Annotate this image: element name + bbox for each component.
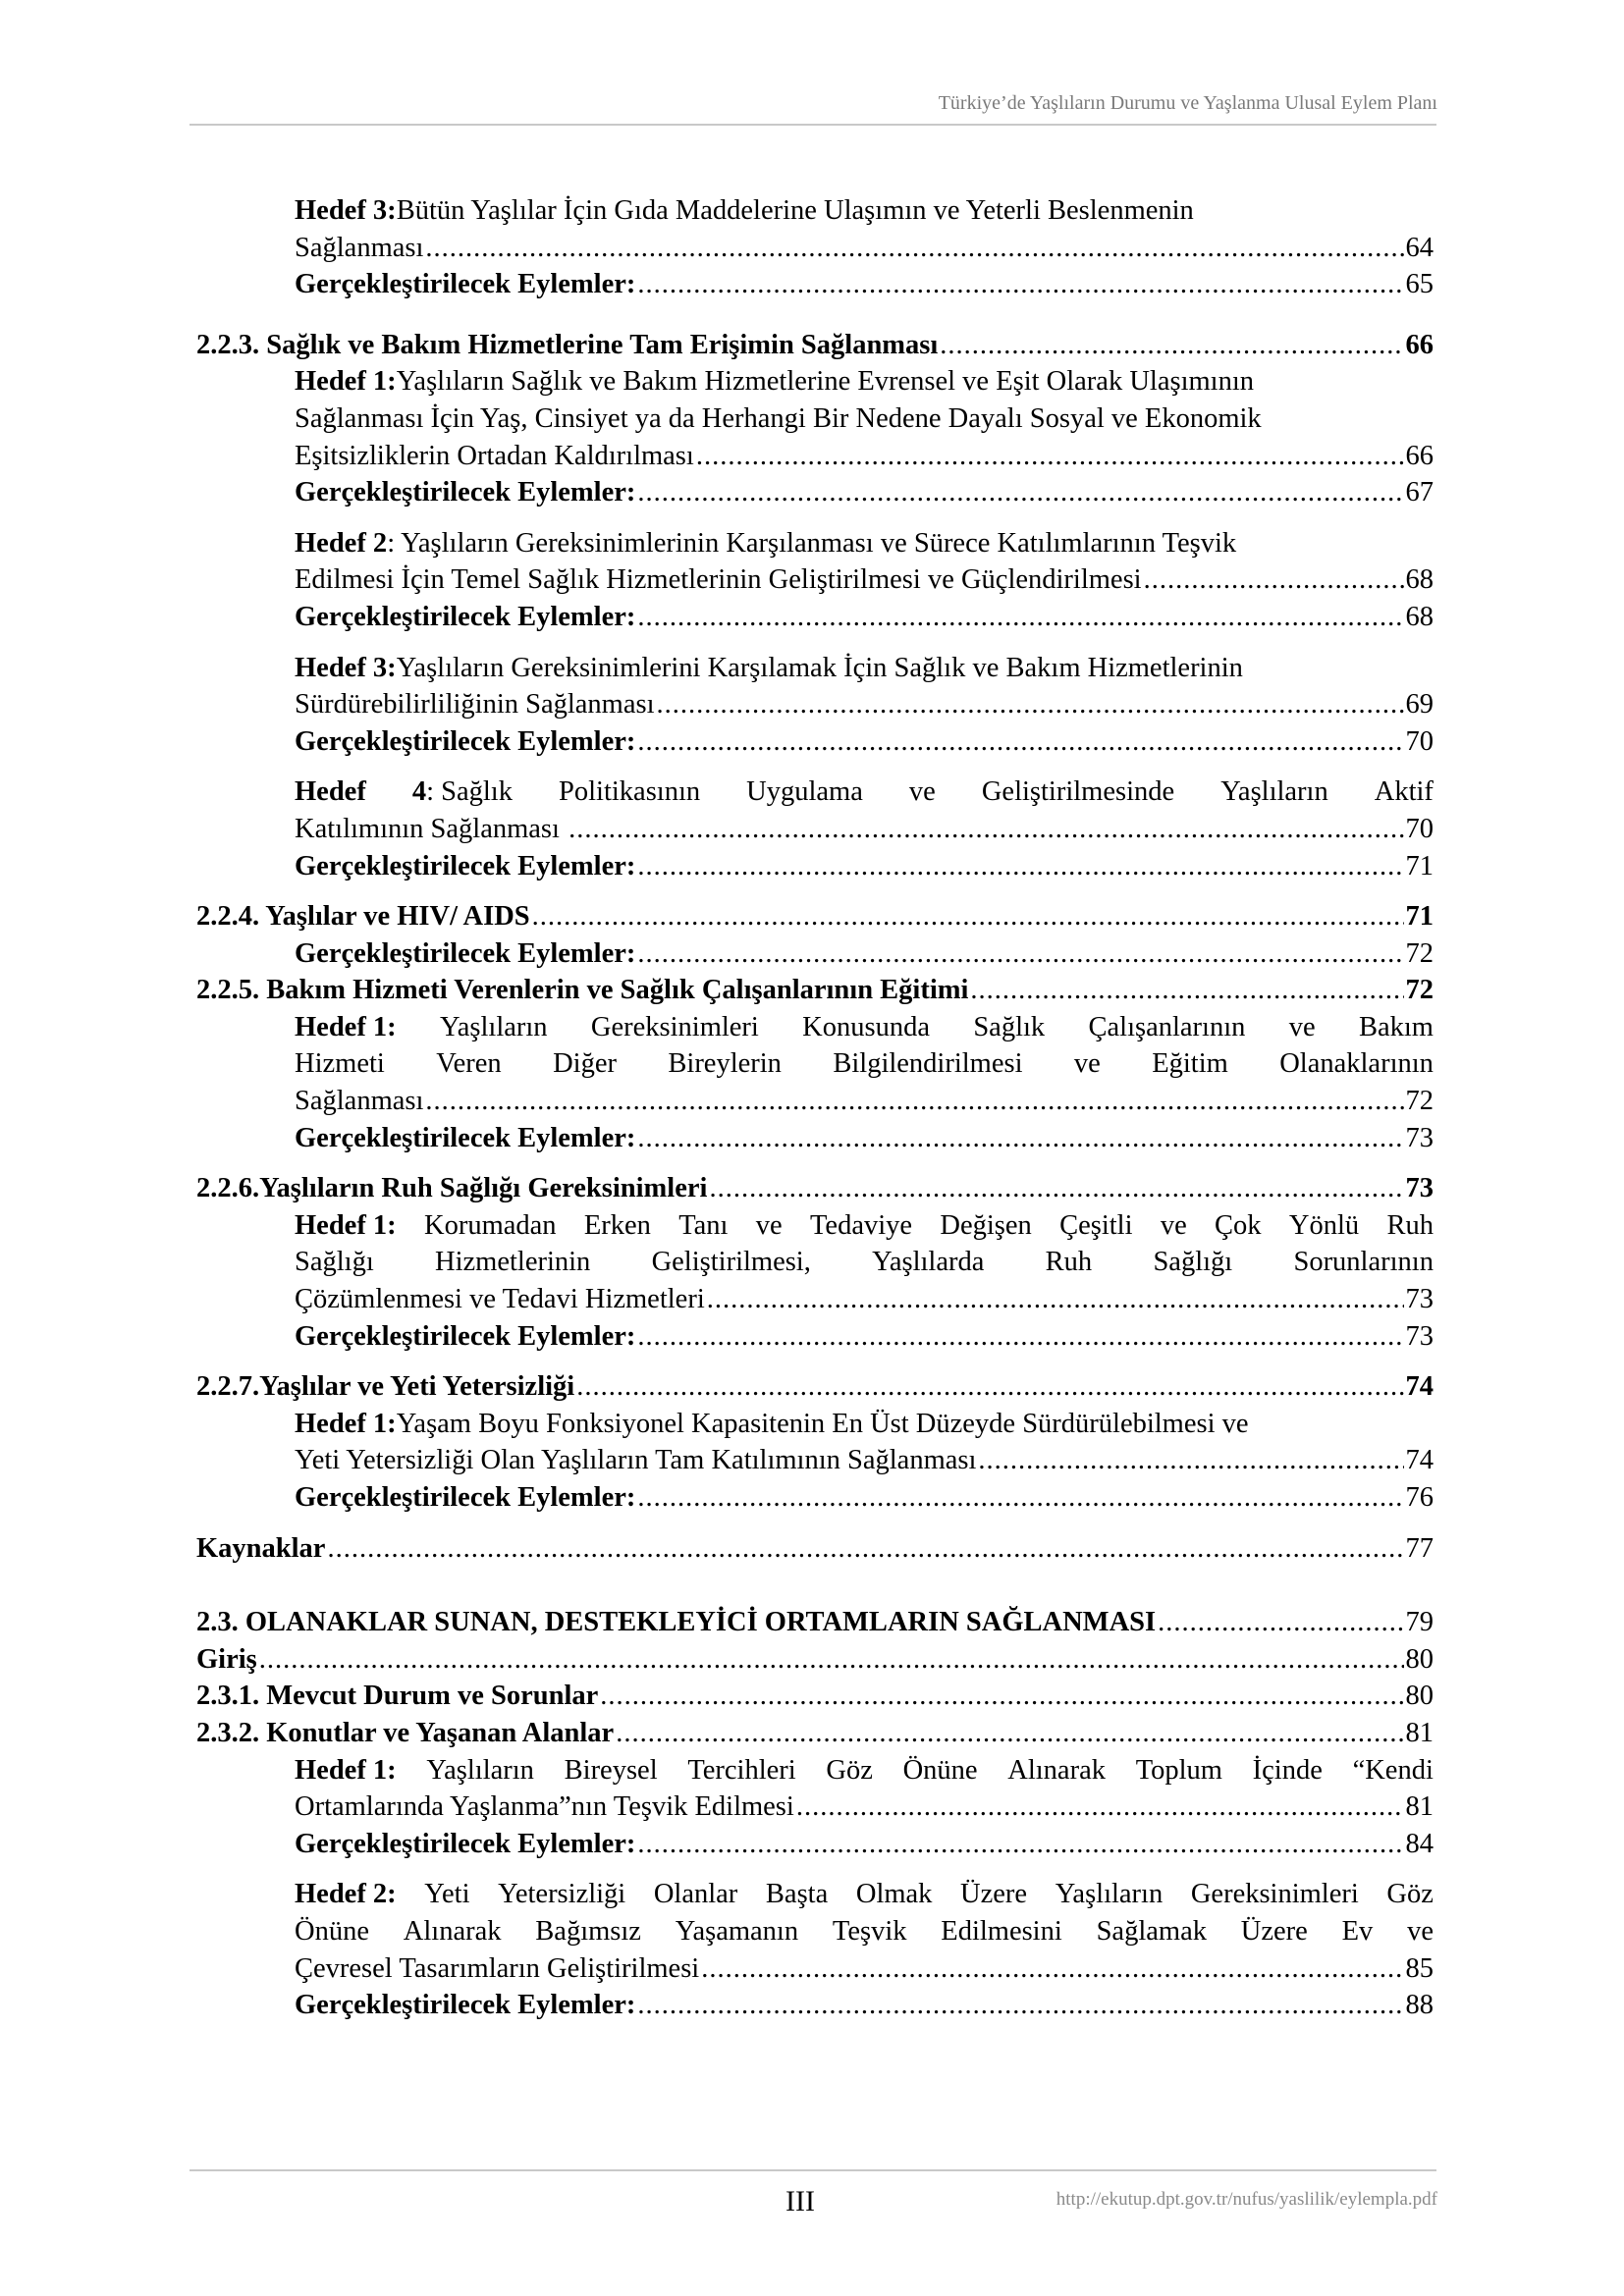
page-number: 72 [1405,937,1434,969]
dot-leader [637,1987,1403,2024]
dot-leader [327,1530,1403,1568]
dot-leader [637,848,1403,885]
section-title: 2.3. OLANAKLAR SUNAN, DESTEKLEYİCİ ORTAMLARIN SAĞLANMASI [196,1607,1157,1638]
page-number: 88 [1405,1990,1434,2021]
goal-word: Bağımsız [535,1915,641,1947]
toc-section-2-3[interactable] [196,1604,1434,1641]
goal-word: Ev [1341,1915,1374,1947]
page-number: 76 [1405,1482,1434,1513]
table-of-contents [196,192,1434,2024]
dot-leader [637,1826,1403,1863]
goal-text: : Yaşlıların Gereksinimlerinin Karşılanması ve Sürece Katılımlarının Teşvik [387,527,1237,559]
page-number: 70 [1405,725,1434,757]
goal-label: 4 [411,776,427,808]
goal-word: Sağlık [973,1011,1046,1042]
page-number: 80 [1405,1643,1434,1675]
dot-leader [576,1368,1403,1406]
goal-label: Hedef 1: [295,366,397,398]
goal-text: Edilmesi İçin Temel Sağlık Hizmetlerinin Geliştirilmesi ve Güçlendirilmesi [295,564,1142,596]
goal-text: Yaşam Boyu Fonksiyonel Kapasitenin En Üst Düzeyde Sürdürülebilmesi ve [396,1408,1249,1439]
section-number: 2.2.7. [196,1371,260,1403]
goal-word: Yönlü [1288,1209,1360,1241]
dot-leader [637,266,1403,303]
goal-word: Yaşlılarda [872,1247,985,1278]
spacer [196,303,1434,327]
toc-entry-actions[interactable] [196,1120,1434,1157]
section-title: 2.2.4. Yaşlılar ve HIV/ AIDS [196,901,530,933]
dot-leader [425,1083,1403,1120]
toc-entry-goal-nutrition[interactable] [196,230,1434,267]
page-number: 81 [1405,1717,1434,1748]
goal-word: Sağlığı [295,1247,374,1278]
toc-section-2-2-3[interactable] [196,327,1434,364]
page-number: 74 [1405,1445,1434,1476]
goal-word: Bakım [1358,1011,1434,1042]
actions-label: Gerçekleştirilecek Eylemler: [295,725,636,757]
spacer [196,636,1434,650]
goal-word: ve [1407,1915,1434,1947]
dot-leader [637,935,1403,973]
dot-leader [637,1120,1403,1157]
goal-word: Korumadan [424,1209,557,1241]
dot-leader [970,972,1403,1009]
dot-leader [616,1715,1403,1752]
toc-entry-goal-line [196,650,1434,687]
goal-word: Bireysel [564,1754,658,1786]
goal-word: Tanı [678,1209,729,1241]
toc-entry-goal-line [196,1406,1434,1443]
goal-word: Edilmesini [941,1915,1062,1947]
actions-label: Gerçekleştirilecek Eylemler: [295,1320,636,1352]
goal-word: Sağlığı [1153,1247,1233,1278]
goal-word: Olanlar [653,1879,738,1910]
dot-leader [532,898,1404,935]
goal-word: Alınarak [403,1915,502,1947]
page-number: 66 [1405,440,1434,471]
toc-entry-actions[interactable] [196,1826,1434,1863]
goal-text: Eşitsizliklerin Ortadan Kaldırılması [295,440,694,471]
page-number: 71 [1405,850,1434,881]
goal-word: Aktif [1374,776,1434,808]
dot-leader [637,1479,1403,1517]
source-url[interactable]: http://ekutup.dpt.gov.tr/nufus/yaslilik/eylempla.pdf [1056,2189,1437,2210]
dot-leader [600,1678,1403,1715]
page-number: 73 [1405,1122,1434,1153]
toc-entry-goal-2-2-3-2[interactable] [196,561,1434,599]
goal-label: Hedef 3: [295,652,397,683]
goal-text: Bütün Yaşlılar İçin Gıda Maddelerine Ulaşımın ve Yeterli Beslenmenin [396,195,1194,226]
section-title: Yaşlıların Ruh Sağlığı Gereksinimleri [259,1173,708,1204]
goal-text: Sürdürebilirliliğinin Sağlanması [295,689,655,721]
goal-word: ve [755,1209,783,1241]
toc-section-2-2-6[interactable] [196,1170,1434,1207]
toc-entry-goal-line [196,774,1434,811]
toc-entry-goal-line [196,525,1434,562]
goal-word: Geliştirilmesi, [651,1247,811,1278]
goal-word: Politikasının [559,776,701,808]
goal-word: ve [1160,1209,1187,1241]
actions-label: Gerçekleştirilecek Eylemler: [295,1828,636,1859]
toc-section-2-2-7[interactable] [196,1368,1434,1406]
page-number-footer: III [785,2185,815,2217]
goal-word: Önüne [295,1915,369,1947]
section-title: Kaynaklar [196,1532,326,1564]
page-number: 66 [1405,329,1434,360]
toc-entry-actions[interactable] [196,1318,1434,1356]
toc-entry-goal-2-2-3-3[interactable] [196,686,1434,723]
toc-entry-goal-line [196,1876,1434,1949]
goal-word: Çok [1215,1209,1262,1241]
toc-section-2-2-4[interactable] [196,898,1434,935]
dot-leader [657,686,1404,723]
goal-word: Yaşlıların [426,1754,534,1786]
toc-entry-actions[interactable] [196,599,1434,636]
page-number: 68 [1405,564,1434,596]
goal-label: Hedef 1: [295,1011,397,1042]
goal-word: Ruh [1386,1209,1434,1241]
goal-word: Tedaviye [810,1209,913,1241]
toc-entry-actions[interactable] [196,848,1434,885]
goal-text: Çevresel Tasarımların Geliştirilmesi [295,1952,700,1984]
goal-text: Yaşlıların Gereksinimlerini Karşılamak İçin Sağlık ve Bakım Hizmetlerinin [396,652,1243,683]
toc-entry-goal-nutrition-line1 [196,192,1434,230]
goal-word: Konusunda [802,1011,930,1042]
page-number: 68 [1405,601,1434,632]
section-title: Giriş [196,1643,257,1675]
toc-entry-actions[interactable] [196,266,1434,303]
page-number: 73 [1405,1320,1434,1352]
toc-entry-goal-2-2-3-1[interactable] [196,438,1434,475]
toc-entry-goal-2-2-5-1[interactable] [196,1083,1434,1120]
goal-word: Tercihleri [687,1754,796,1786]
goal-label: Hedef 1: [295,1408,397,1439]
goal-word: Yaşlıların [440,1011,548,1042]
goal-word: ve [908,776,936,808]
toc-entry-goal-line [196,1009,1434,1083]
dot-leader [637,723,1403,761]
page-number: 73 [1405,1173,1434,1204]
goal-word: Göz [826,1754,873,1786]
page-number: 72 [1405,975,1434,1006]
goal-word: Yaşlıların [1055,1879,1164,1910]
goal-text: Sağlanması İçin Yaş, Cinsiyet ya da Herhangi Bir Nedene Dayalı Sosyal ve Ekonomik [295,402,1262,434]
toc-entry-goal-2-2-6-1[interactable] [196,1281,1434,1318]
goal-word: Olanaklarının [1279,1048,1434,1080]
goal-word: Önüne [902,1754,978,1786]
goal-text: Sağlanması [295,232,424,263]
page-number: 65 [1405,269,1434,300]
goal-word: Hizmeti [295,1048,385,1080]
goal-text: Yeti Yetersizliği Olan Yaşlıların Tam Katılımının Sağlanması [295,1445,977,1476]
goal-word: Bireylerin [668,1048,782,1080]
dot-leader [259,1641,1404,1679]
goal-word: Alınarak [1007,1754,1106,1786]
goal-word: Hizmetlerinin [435,1247,591,1278]
toc-section-2-3-1[interactable] [196,1678,1434,1715]
dot-leader [940,327,1403,364]
dot-leader [637,599,1403,636]
goal-word: Yaşamanın [675,1915,799,1947]
toc-entry-goal-2-2-7-1[interactable] [196,1442,1434,1479]
goal-word: Veren [436,1048,502,1080]
spacer [196,1862,1434,1876]
toc-section-kaynaklar[interactable] [196,1530,1434,1568]
page-number: 70 [1405,813,1434,844]
actions-label: Gerçekleştirilecek Eylemler: [295,850,636,881]
goal-text: Yaşlıların Sağlık ve Bakım Hizmetlerine Evrensel ve Eşit Olarak Ulaşımının [396,366,1254,398]
goal-word: Değişen [940,1209,1032,1241]
dot-leader [701,1950,1403,1988]
page-number: 80 [1405,1681,1434,1712]
goal-label: Hedef 2: [295,1879,397,1910]
goal-word: Yaşlıların [1220,776,1328,808]
page-number: 64 [1405,232,1434,263]
goal-word: Çalışanlarının [1088,1011,1246,1042]
goal-word: Yeti [424,1879,470,1910]
page-number: 85 [1405,1952,1434,1984]
dot-leader [707,1281,1404,1318]
toc-entry-goal-line [196,1752,1434,1789]
goal-word: ve [1073,1048,1101,1080]
page-number: 67 [1405,477,1434,508]
goal-label: Hedef 1: [295,1209,397,1241]
toc-entry-actions[interactable] [196,723,1434,761]
dot-leader [425,230,1403,267]
dot-leader [978,1442,1403,1479]
actions-label: Gerçekleştirilecek Eylemler: [295,1122,636,1153]
toc-entry-goal-2-3-2-1[interactable] [196,1789,1434,1826]
spacer [196,1156,1434,1170]
spacer [196,511,1434,525]
goal-word: Gereksinimleri [1190,1879,1359,1910]
goal-word: İçinde [1252,1754,1323,1786]
page-number: 77 [1405,1532,1434,1564]
toc-entry-goal-line [196,363,1434,400]
goal-word: Ruh [1045,1247,1093,1278]
actions-label: Gerçekleştirilecek Eylemler: [295,937,636,969]
section-title: Yaşlılar ve Yeti Yetersizliği [259,1371,575,1403]
toc-entry-actions[interactable] [196,474,1434,511]
goal-label: Hedef [295,776,366,808]
toc-section-2-2-5[interactable] [196,972,1434,1009]
goal-text: Ortamlarında Yaşlanma”nın Teşvik Edilmesi [295,1791,794,1823]
dot-leader [709,1170,1403,1207]
actions-label: Gerçekleştirilecek Eylemler: [295,1482,636,1513]
goal-word: Üzere [1240,1915,1308,1947]
section-title: 2.3.2. Konutlar ve Yaşanan Alanlar [196,1717,615,1748]
dot-leader [696,438,1404,475]
goal-word: Geliştirilmesinde [981,776,1175,808]
goal-word: Erken [583,1209,651,1241]
page-number: 72 [1405,1086,1434,1117]
spacer [196,1355,1434,1368]
goal-word: Eğitim [1152,1048,1228,1080]
goal-label: Hedef 3: [295,195,397,226]
goal-word: ve [1288,1011,1316,1042]
page-number: 71 [1405,901,1434,933]
page-number: 73 [1405,1284,1434,1315]
actions-label: Gerçekleştirilecek Eylemler: [295,269,636,300]
toc-entry-actions[interactable] [196,1987,1434,2024]
page-number: 81 [1405,1791,1434,1823]
dot-leader [1158,1604,1403,1641]
goal-word: Sağlamak [1096,1915,1207,1947]
goal-label: Hedef 1: [295,1754,397,1786]
page-number: 79 [1405,1607,1434,1638]
toc-entry-actions[interactable] [196,935,1434,973]
goal-word: “Kendi [1352,1754,1434,1786]
actions-label: Gerçekleştirilecek Eylemler: [295,1990,636,2021]
goal-word: Uygulama [746,776,863,808]
goal-word: Başta [765,1879,829,1910]
toc-entry-goal-2-3-2-2[interactable] [196,1950,1434,1988]
dot-leader [796,1789,1404,1826]
goal-word: Gereksinimleri [590,1011,759,1042]
dot-leader [637,474,1403,511]
goal-label: Hedef 2 [295,527,388,559]
running-header: Türkiye’de Yaşlıların Durumu ve Yaşlanma Ulusal Eylem Planı [938,92,1437,114]
page-number: 74 [1405,1371,1434,1403]
goal-word: Teşvik [832,1915,907,1947]
goal-word: Bilgilendirilmesi [833,1048,1023,1080]
spacer [196,760,1434,774]
page-number: 69 [1405,689,1434,721]
goal-word: Yetersizliği [498,1879,626,1910]
goal-word: : Sağlık [426,776,513,808]
goal-word: Göz [1386,1879,1434,1910]
goal-word: Çeşitli [1059,1209,1133,1241]
goal-text: Sağlanması [295,1086,424,1117]
dot-leader [637,1318,1403,1356]
dot-leader [1144,561,1404,599]
goal-text: Katılımının Sağlanması [295,813,568,844]
goal-text: Çözümlenmesi ve Tedavi Hizmetleri [295,1284,705,1315]
goal-word: Sorunlarının [1293,1247,1434,1278]
spacer [196,1567,1434,1604]
toc-entry-actions[interactable] [196,1479,1434,1517]
spacer [196,1517,1434,1530]
section-title: 2.2.3. Sağlık ve Bakım Hizmetlerine Tam Erişimin Sağlanması [196,329,939,360]
toc-section-giris[interactable] [196,1641,1434,1679]
header-rule [189,124,1436,126]
goal-word: Olmak [855,1879,933,1910]
toc-entry-goal-line [196,400,1434,438]
goal-word: Toplum [1135,1754,1222,1786]
actions-label: Gerçekleştirilecek Eylemler: [295,601,636,632]
dot-leader [568,811,1403,848]
goal-word: Üzere [960,1879,1028,1910]
page-number: 84 [1405,1828,1434,1859]
toc-entry-goal-2-2-3-4[interactable] [196,811,1434,848]
goal-word: Diğer [553,1048,617,1080]
toc-entry-goal-line [196,1207,1434,1281]
footer-rule [189,2169,1436,2171]
spacer [196,884,1434,898]
section-title: 2.3.1. Mevcut Durum ve Sorunlar [196,1681,599,1712]
toc-section-2-3-2[interactable] [196,1715,1434,1752]
section-title: 2.2.5. Bakım Hizmeti Verenlerin ve Sağlık Çalışanlarının Eğitimi [196,975,969,1006]
actions-label: Gerçekleştirilecek Eylemler: [295,477,636,508]
section-number: 2.2.6. [196,1173,260,1204]
